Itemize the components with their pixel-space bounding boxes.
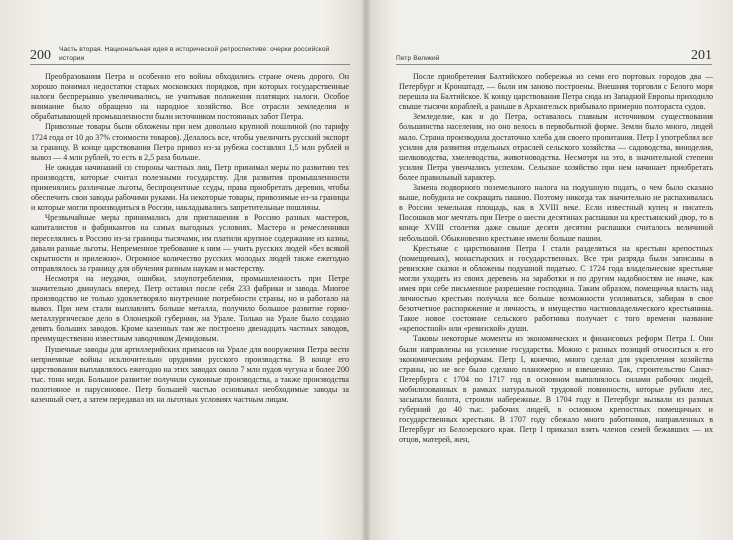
paragraph: Несмотря на неудачи, ошибки, злоупотребления, промышленность при Петре значительно двинулась вперед. Петр оставил после себя 233 фабрики и завода. Многое производство не только удовлетворяло внутренние потребности страны, но и работало на вывоз. При нем стали выплавлять больше металла, получило большое развитие горно-металлургическое дело в Олонецкой губернии, на Урале. Только на Урале было создано девять больших заводов. Кроме казенных там же построено двенадцать частных заводов, преимущественно известным заводчиком Демидовым. xyxy=(31,273,349,344)
paragraph: Чрезвычайные меры принимались для приглашения в Россию разных мастеров, капиталистов и фабрикантов на самых выгодных условиях. Мастера и ремесленники переселялись в Россию из-за границы тысячами, им платили крупное содержание из казны, давали разные льготы. Непременное требование к ним — учить русских людей «без всякой скрытности и прилежно». Огромное количество русских молодых людей также ежегодно отправлялось за границу для обучения разным наукам и мастерству. xyxy=(31,213,349,273)
running-head-left: Часть вторая. Национальная идея в исторической ретроспективе: очерки российской истории xyxy=(59,46,330,62)
left-page-body xyxy=(31,72,349,405)
paragraph: Преобразования Петра и особенно его войны обходились стране очень дорого. Он хорошо понимал недостатки старых московских порядков, при которых государственные налоги беспрерывно увеличивались, не учитывая положения платящих налоги. Особое внимание было обращено на народное хозяйство. Все отрасли земледелия и обрабатывающей промышленности были источником постоянных забот Петра. xyxy=(31,72,349,122)
paragraph: Земледелие, как и до Петра, оставалось главным источником существования большинства населения, но оно велось в первобытной форме. Земли было много, людей мало. Страна производила достаточно хлеба для своего пропитания. Петр I употреблял все усилия для развития отдельных отраслей сельского хозяйства — садоводства, виноделия, шелководства, хмелеводства, животноводства. Несмотря на это, в значительной степени усилия Петра увенчались успехом. Сельское хозяйство при нем начинает приобретать более правильный характер. xyxy=(399,112,713,182)
left-page-header xyxy=(30,45,350,63)
right-page-header xyxy=(396,45,712,63)
right-page-body xyxy=(399,72,713,445)
paragraph: Привозные товары были обложены при нем довольно крупной пошлиной (по тарифу 1724 года от 10 до 37% стоимости товаров). Делалось все, чтобы увеличить русский экспорт за границу. В конце царствования Петра привоз из-за рубежа составлял 1,5 млн рублей и вывоз — 4 млн рублей, то есть в 2,5 раза больше. xyxy=(31,122,350,162)
paragraph: Крестьяне с царствования Петра I стали разделяться на крестьян крепостных (помещичьих), монастырских и государственных. Все три разряда были записаны в ревизские сказки и обложены подушной податью. С 1724 года владельческие крестьяне могли уходить из своих деревень на заработки и по другим надобностям не иначе, как имея при себе письменное разрешение господина. Таким образом, помещичья власть над личностью крестьян получала все больше возможности усиливаться, забирая в свое безотчетное распоряжение и личность, и имущество частновладельческого крестьянина. Такое новое состояние сельского работника получает с того времени название «крепостной» или «ревизской» души. xyxy=(399,243,713,334)
page-number-right: 201 xyxy=(691,48,712,63)
left-page xyxy=(0,0,366,540)
header-rule-left xyxy=(30,64,350,65)
running-head-right: Петр Великий xyxy=(396,55,440,62)
page-number-left: 200 xyxy=(30,48,51,63)
paragraph: Пушечные заводы для артиллерийских припасов на Урале для вооружения Петра вести неприемные войны исключительно орудиями русского производства. В конце его царствования выплавлялось ежегодно на этих заводах около 7 млн пудов чугуна и более 200 тыс. тонн меди. Большое развитие получили суконные производства, а также производства полотняное и парусиновое. Петр большей частью основывал необходимые заводы за казенный счет, а затем передавал их на льготных условиях частным лицам. xyxy=(31,344,349,404)
paragraph: После приобретения Балтийского побережья из семи его портовых городов два — Петербург и Кронштадт, — были им заново построены. Внешняя торговля с Белого моря перешла на Балтийское. К концу царствования Петра сюда из Западной Европы приходило свыше тысячи кораблей, а раньше в Архангельск прибывало примерно полтораста судов. xyxy=(399,72,713,112)
paragraph: Таковы некоторые моменты из экономических и финансовых реформ Петра I. Они были направлены на усиление государства. Можно с разных позиций относиться к его экономическим реформам. Петр I, конечно, много сделал для укрепления хозяйства страны, но не все было сделано планомерно и взвешенно. Так, строительство Санкт-Петербурга с 1704 по 1717 год в основном выполнялось силами рабочих людей, мобилизованных в рамках натуральной трудовой повинности, которые рубили лес, засыпали болота, строили набережные. В 1704 году в Петербург вызвали из разных губерний до 40 тыс. рабочих людей, в основном крепостных помещичьих и государственных крестьян. В 1707 году сбежало много работников, направленных в Петербург из Белозерского края. Петр I приказал взять членов семей бежавших — их отцов, матерей, жен, xyxy=(399,334,713,445)
paragraph: Замена подворного поземельного налога на подушную подать, о чем было сказано выше, побудила не сокращать пашню. Поэтому никогда так значительно не распахивалась в России земельная площадь, как в XVIII веке. Если известный купец и писатель Посошков мог мечтать при Петре о шести десятинах распашки на крестьянский двор, то в конце XVIII столетия даже свыше десяти десятин распашки считалось величиной небольшой. Обыкновенно крестьяне имели больше пашни. xyxy=(399,183,713,243)
right-page xyxy=(366,0,733,540)
header-rule-right xyxy=(396,64,712,65)
book-gutter xyxy=(362,0,370,540)
paragraph: Не ожидая начинаний со стороны частных лиц, Петр принимал меры по развитию тех производств, которые считал полезными государству. Для развития промышленности применялись различные льготы, беспроцентные ссуды, права приобретать деревни, чтобы обеспечить свои заводы рабочими руками. На некоторые товары, привозимые из-за границы и которые могли производиться в России, накладывались запретительные пошлины. xyxy=(31,162,349,213)
